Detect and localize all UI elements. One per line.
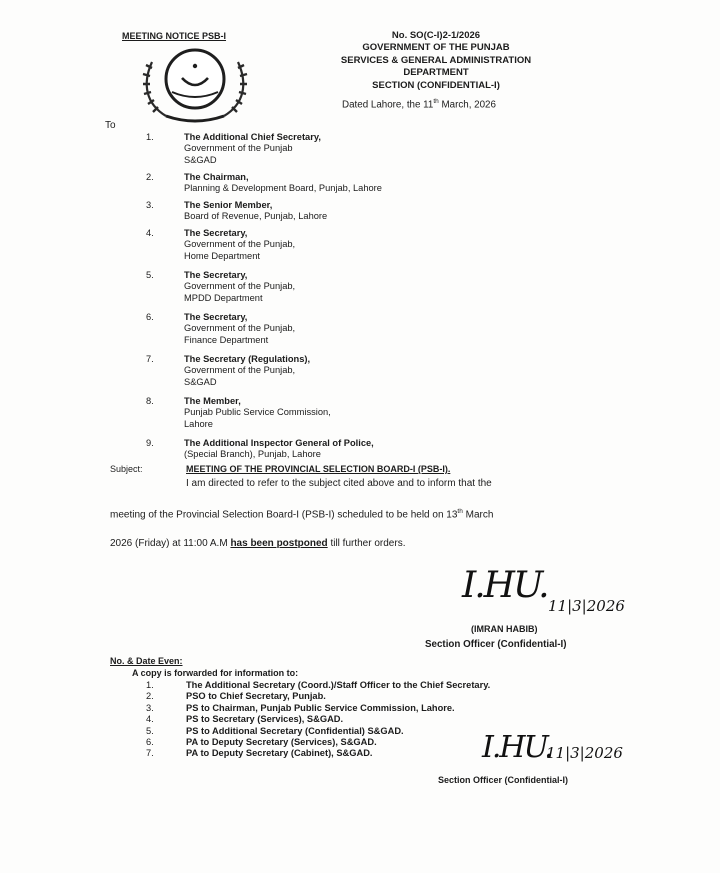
signature-2-date: 11|3|2026 bbox=[546, 744, 623, 762]
recipient-line: Punjab Public Service Commission, bbox=[184, 407, 331, 418]
copy-intro: A copy is forwarded for information to: bbox=[132, 668, 299, 678]
copy-item-text: The Additional Secretary (Coord.)/Staff Officer to the Chief Secretary. bbox=[186, 680, 491, 690]
recipient-address bbox=[184, 172, 382, 195]
recipient-number: 9. bbox=[146, 438, 154, 448]
recipient-line: Government of the Punjab, bbox=[184, 281, 296, 292]
signature-date: 11|3|2026 bbox=[548, 597, 625, 615]
recipient-title: The Secretary, bbox=[184, 228, 248, 238]
body-line-3-suffix: till further orders. bbox=[327, 538, 406, 549]
recipient-address bbox=[184, 438, 374, 461]
recipient-line: Government of the Punjab, bbox=[184, 365, 296, 376]
recipient-address bbox=[184, 200, 327, 223]
emblem-icon bbox=[136, 44, 254, 124]
recipient-title: The Secretary, bbox=[184, 270, 248, 280]
body-line-2-suffix: March bbox=[462, 509, 494, 521]
body-line-2-sup: th bbox=[457, 508, 463, 515]
recipient-number: 6. bbox=[146, 312, 154, 322]
body-line-3-prefix: 2026 (Friday) at 11:00 A.M bbox=[110, 538, 231, 549]
body-line-2 bbox=[110, 508, 493, 520]
recipient-line: Finance Department bbox=[184, 334, 269, 345]
recipient-number: 1. bbox=[146, 132, 154, 142]
body-line-1: I am directed to refer to the subject cited above and to inform that the bbox=[186, 478, 492, 489]
recipient-line: S&GAD bbox=[184, 154, 217, 165]
dept-line-2: DEPARTMENT bbox=[403, 67, 469, 79]
recipient-line: S&GAD bbox=[184, 376, 217, 387]
signature-scribble: I.HU. bbox=[462, 565, 548, 606]
recipient-address bbox=[184, 270, 295, 304]
recipient-line: Government of the Punjab bbox=[184, 143, 293, 154]
section-name: SECTION (CONFIDENTIAL-I) bbox=[372, 79, 500, 91]
recipient-address bbox=[184, 312, 295, 346]
recipient-title: The Secretary, bbox=[184, 312, 248, 322]
recipient-number: 7. bbox=[146, 354, 154, 364]
dept-line-1: SERVICES & GENERAL ADMINISTRATION bbox=[340, 54, 532, 66]
recipient-title: The Member, bbox=[184, 396, 241, 406]
recipient-number: 3. bbox=[146, 200, 154, 210]
subject-text: MEETING OF THE PROVINCIAL SELECTION BOARD-I (PSB-I). bbox=[186, 464, 451, 474]
notice-label: MEETING NOTICE PSB-I bbox=[122, 31, 227, 41]
signature-2-designation: Section Officer (Confidential-I) bbox=[438, 775, 569, 785]
copy-item-number: 6. bbox=[146, 736, 154, 747]
recipient-line: MPDD Department bbox=[184, 292, 263, 303]
recipient-number: 8. bbox=[146, 396, 154, 406]
copy-item-number: 1. bbox=[146, 680, 154, 690]
dated-suffix: March, 2026 bbox=[438, 99, 496, 111]
govt-name: GOVERNMENT OF THE PUNJAB bbox=[362, 42, 510, 54]
body-line-3 bbox=[110, 538, 405, 549]
copy-item-text: PSO to Chief Secretary, Punjab. bbox=[186, 691, 326, 702]
copy-item-number: 7. bbox=[146, 748, 154, 759]
recipient-line: Government of the Punjab, bbox=[184, 323, 296, 334]
dated-prefix: Dated Lahore, the 11 bbox=[342, 99, 434, 111]
recipient-address bbox=[184, 396, 331, 430]
body-line-2-prefix: meeting of the Provincial Selection Board-I (PSB-I) scheduled to be held on 13 bbox=[110, 509, 458, 521]
copy-item-number: 5. bbox=[146, 725, 154, 736]
recipient-line: Lahore bbox=[184, 418, 213, 429]
recipient-address bbox=[184, 354, 310, 388]
copy-ref-label: No. & Date Even: bbox=[110, 656, 183, 666]
subject-label: Subject: bbox=[110, 464, 143, 474]
recipient-line: Board of Revenue, Punjab, Lahore bbox=[184, 211, 328, 222]
recipient-number: 2. bbox=[146, 172, 154, 182]
recipient-line: Planning & Development Board, Punjab, Lahore bbox=[184, 183, 382, 194]
govt-emblem bbox=[136, 44, 254, 124]
copy-item-text: PA to Deputy Secretary (Cabinet), S&GAD. bbox=[186, 748, 373, 759]
dated-line bbox=[342, 98, 496, 110]
copy-item-text: PS to Secretary (Services), S&GAD. bbox=[186, 714, 344, 725]
recipient-title: The Secretary (Regulations), bbox=[184, 354, 311, 364]
recipient-line: Government of the Punjab, bbox=[184, 239, 296, 250]
dated-sup: th bbox=[433, 98, 439, 105]
officer-name: (IMRAN HABIB) bbox=[471, 624, 538, 634]
recipient-title: The Additional Inspector General of Police, bbox=[184, 438, 374, 448]
recipient-title: The Senior Member, bbox=[184, 200, 273, 210]
recipient-address bbox=[184, 228, 295, 262]
recipient-line: Home Department bbox=[184, 250, 260, 261]
copy-item-number: 4. bbox=[146, 714, 154, 725]
recipient-number: 5. bbox=[146, 270, 154, 280]
recipient-title: The Chairman, bbox=[184, 172, 249, 182]
copy-item-text: PS to Additional Secretary (Confidential) S&GAD. bbox=[186, 725, 404, 736]
recipient-title: The Additional Chief Secretary, bbox=[184, 132, 321, 142]
to-label: To bbox=[105, 120, 116, 131]
recipient-address bbox=[184, 132, 321, 166]
copy-item-number: 2. bbox=[146, 691, 154, 702]
recipient-line: (Special Branch), Punjab, Lahore bbox=[184, 449, 321, 460]
reference-number: No. SO(C-I)2-1/2026 bbox=[391, 30, 481, 41]
officer-designation: Section Officer (Confidential-I) bbox=[425, 639, 567, 650]
postponed-phrase: has been postponed bbox=[230, 538, 328, 549]
copy-item-number: 3. bbox=[146, 702, 154, 713]
letterhead bbox=[326, 30, 546, 92]
copy-item-text: PS to Chairman, Punjab Public Service Commission, Lahore. bbox=[186, 702, 455, 713]
copy-item-text: PA to Deputy Secretary (Services), S&GAD. bbox=[186, 736, 377, 747]
signature-2-scribble: I.HU. bbox=[482, 730, 552, 765]
recipient-number: 4. bbox=[146, 228, 154, 238]
